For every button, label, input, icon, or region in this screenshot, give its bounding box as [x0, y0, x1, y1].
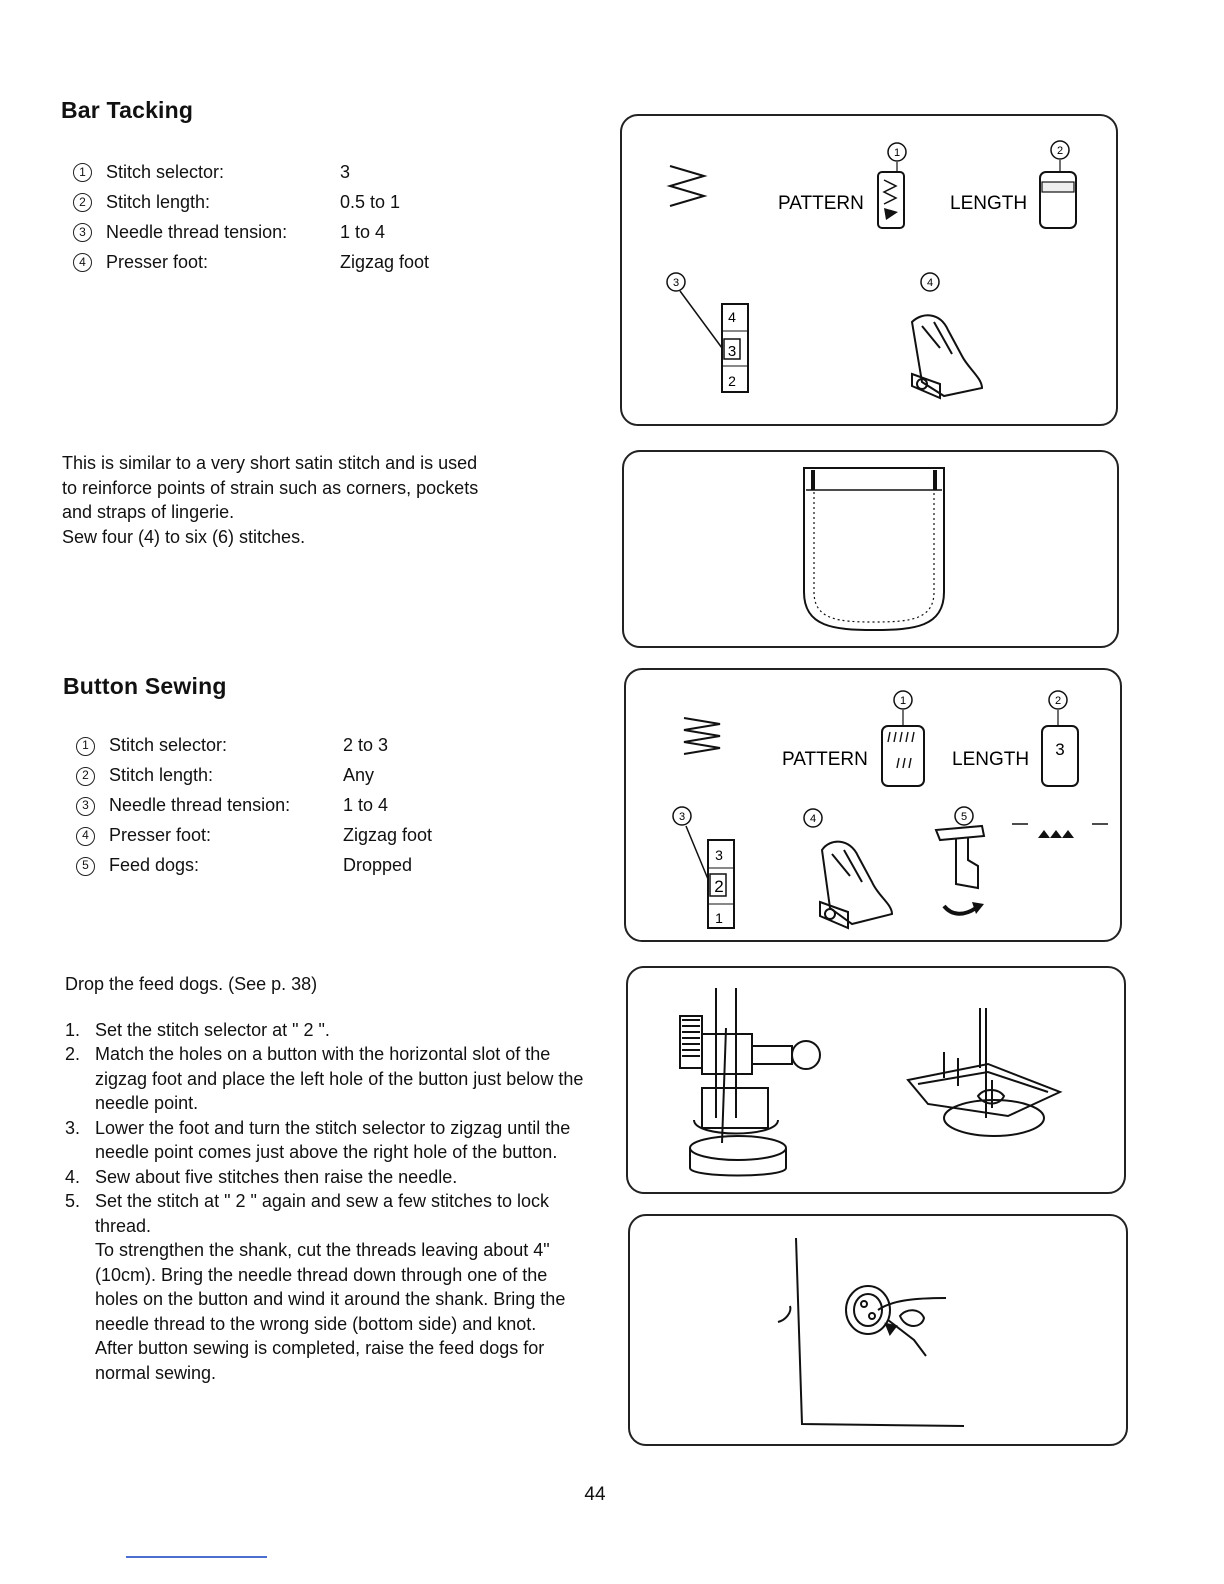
bar-tacking-settings: [73, 157, 493, 277]
step-text: Match the holes on a button with the horizontal slot of the zigzag foot and place the left hole of the button just below the needle point.: [95, 1044, 584, 1113]
step-number: 1.: [65, 1019, 81, 1040]
setting-row: [76, 731, 496, 761]
length-value: 3: [1055, 740, 1065, 759]
description-line: Sew four (4) to six (6) stitches.: [62, 526, 306, 547]
setting-value: Dropped: [343, 855, 413, 876]
callout-number: 2: [76, 767, 95, 786]
setting-label: Stitch selector:: [106, 162, 225, 182]
setting-label: Feed dogs:: [109, 855, 200, 876]
setting-label: Needle thread tension:: [106, 222, 288, 242]
note-text: To strengthen the shank, cut the threads leaving about 4" (10cm). Bring the needle thread down through one of the holes on the button and wind it around the shank. Bring the needle thread to the wrong side (bottom side) and knot.: [95, 1240, 566, 1334]
callout-3-label: 3: [672, 277, 680, 289]
zigzag-presser-foot-icon: [912, 315, 982, 398]
description-line: to reinforce points of strain such as corners, pockets: [62, 477, 479, 498]
setting-row: [73, 217, 493, 247]
page-number: 44: [584, 1484, 606, 1505]
description-line: This is similar to a very short satin stitch and is used: [62, 453, 478, 473]
pattern-label: PATTERN: [778, 193, 864, 214]
setting-value: Zigzag foot: [340, 252, 430, 272]
bar-tacking-title: Bar Tacking: [61, 97, 194, 123]
step-number: 5.: [65, 1191, 81, 1211]
setting-row: [76, 761, 496, 791]
tension-dial-number: 2: [728, 373, 736, 389]
drop-arrow-icon: [944, 906, 976, 914]
tension-dial-number: 4: [728, 309, 736, 325]
description-line: and straps of lingerie.: [62, 502, 235, 522]
bar-tacking-settings-diagram: [620, 114, 1118, 426]
setting-row: [76, 851, 496, 881]
setting-value: 1 to 4: [343, 795, 389, 816]
pattern-label: PATTERN: [782, 749, 868, 770]
callout-1-label: 1: [899, 695, 907, 707]
intro-text: Drop the feed dogs. (See p. 38): [65, 974, 318, 994]
callout-number: 1: [73, 163, 92, 182]
length-label: LENGTH: [950, 193, 1028, 214]
callout-2-label: 2: [1056, 145, 1064, 157]
step-text: Set the stitch selector at " 2 ".: [95, 1019, 330, 1040]
step-text: Sew about five stitches then raise the needle.: [95, 1166, 458, 1187]
setting-label: Stitch length:: [109, 765, 214, 786]
setting-row: [76, 821, 496, 851]
tension-dial-number: 3: [727, 343, 737, 360]
fabric-edge-icon: [778, 1238, 964, 1426]
callout-number: 4: [76, 827, 95, 846]
setting-row: [73, 247, 493, 277]
pattern-dial: [882, 726, 924, 786]
button-sewing-settings-diagram: [624, 668, 1122, 942]
setting-value: Any: [343, 765, 375, 786]
needle-and-foot-front-icon: [680, 988, 820, 1176]
note-text: After button sewing is completed, raise the feed dogs for normal sewing.: [95, 1338, 545, 1383]
callout-number: 3: [76, 797, 95, 816]
bar-tacking-description: [62, 451, 582, 549]
feed-dog-teeth-icon: [1038, 830, 1074, 838]
setting-value: 3: [340, 162, 351, 182]
callout-4-label: 4: [809, 813, 817, 825]
callout-3-label: 3: [678, 811, 686, 823]
tension-dial-number: 3: [715, 847, 723, 863]
setting-label: Presser foot:: [106, 252, 209, 272]
step-number: 3.: [65, 1117, 81, 1138]
setting-label: Stitch length:: [106, 192, 211, 212]
zigzag-stitch-icon: [670, 166, 704, 206]
button-shank-diagram: [628, 1214, 1128, 1446]
list-item: [65, 1165, 590, 1190]
length-dial: [1040, 172, 1076, 228]
zigzag-presser-foot-icon: [820, 842, 892, 928]
pocket-icon: [804, 468, 944, 630]
list-item: [65, 1018, 590, 1043]
setting-row: [73, 157, 493, 187]
list-item: [65, 1116, 590, 1165]
footer-rule: [126, 1556, 267, 1558]
setting-row: [73, 187, 493, 217]
callout-4-label: 4: [926, 277, 934, 289]
setting-value: 1 to 4: [340, 222, 386, 242]
button-sewing-instructions: [65, 972, 590, 1385]
setting-value: Zigzag foot: [343, 825, 433, 846]
callout-number: 5: [76, 857, 95, 876]
zigzag-stitch-icon: [684, 718, 720, 754]
callout-number: 2: [73, 193, 92, 212]
button-sewing-settings: [76, 731, 496, 881]
bar-tack-mark: [811, 470, 815, 490]
callout-number: 3: [73, 223, 92, 242]
step-text: Lower the foot and turn the stitch selector to zigzag until the needle point comes just above the right hole of the button.: [95, 1117, 571, 1162]
button-placement-diagram: [626, 966, 1126, 1194]
list-item: [65, 1042, 590, 1116]
bar-tack-mark: [933, 470, 937, 490]
list-item: [65, 1189, 590, 1238]
step-text: Set the stitch at " 2 " again and sew a few stitches to lock thread.: [95, 1191, 550, 1236]
tension-dial-number: 1: [715, 910, 723, 926]
callout-number: 4: [73, 253, 92, 272]
setting-row: [76, 791, 496, 821]
tension-dial-number: 2: [714, 877, 724, 896]
length-label: LENGTH: [952, 749, 1030, 770]
callout-5-label: 5: [960, 811, 968, 823]
button-with-thread-icon: [846, 1286, 946, 1356]
button-under-foot-icon: [908, 1008, 1060, 1136]
setting-label: Needle thread tension:: [109, 795, 291, 816]
step-number: 2.: [65, 1044, 81, 1064]
setting-label: Presser foot:: [109, 825, 212, 846]
setting-label: Stitch selector:: [109, 735, 228, 756]
step-number: 4.: [65, 1166, 81, 1187]
setting-value: 2 to 3: [343, 735, 389, 756]
bar-tacking-pocket-diagram: [622, 450, 1119, 648]
button-sewing-title: Button Sewing: [63, 673, 227, 699]
callout-1-label: 1: [893, 147, 901, 159]
callout-2-label: 2: [1054, 695, 1062, 707]
feed-dog-lever-icon: [936, 826, 984, 888]
steps-list: [65, 1018, 590, 1239]
callout-number: 1: [76, 737, 95, 756]
setting-value: 0.5 to 1: [340, 192, 401, 212]
